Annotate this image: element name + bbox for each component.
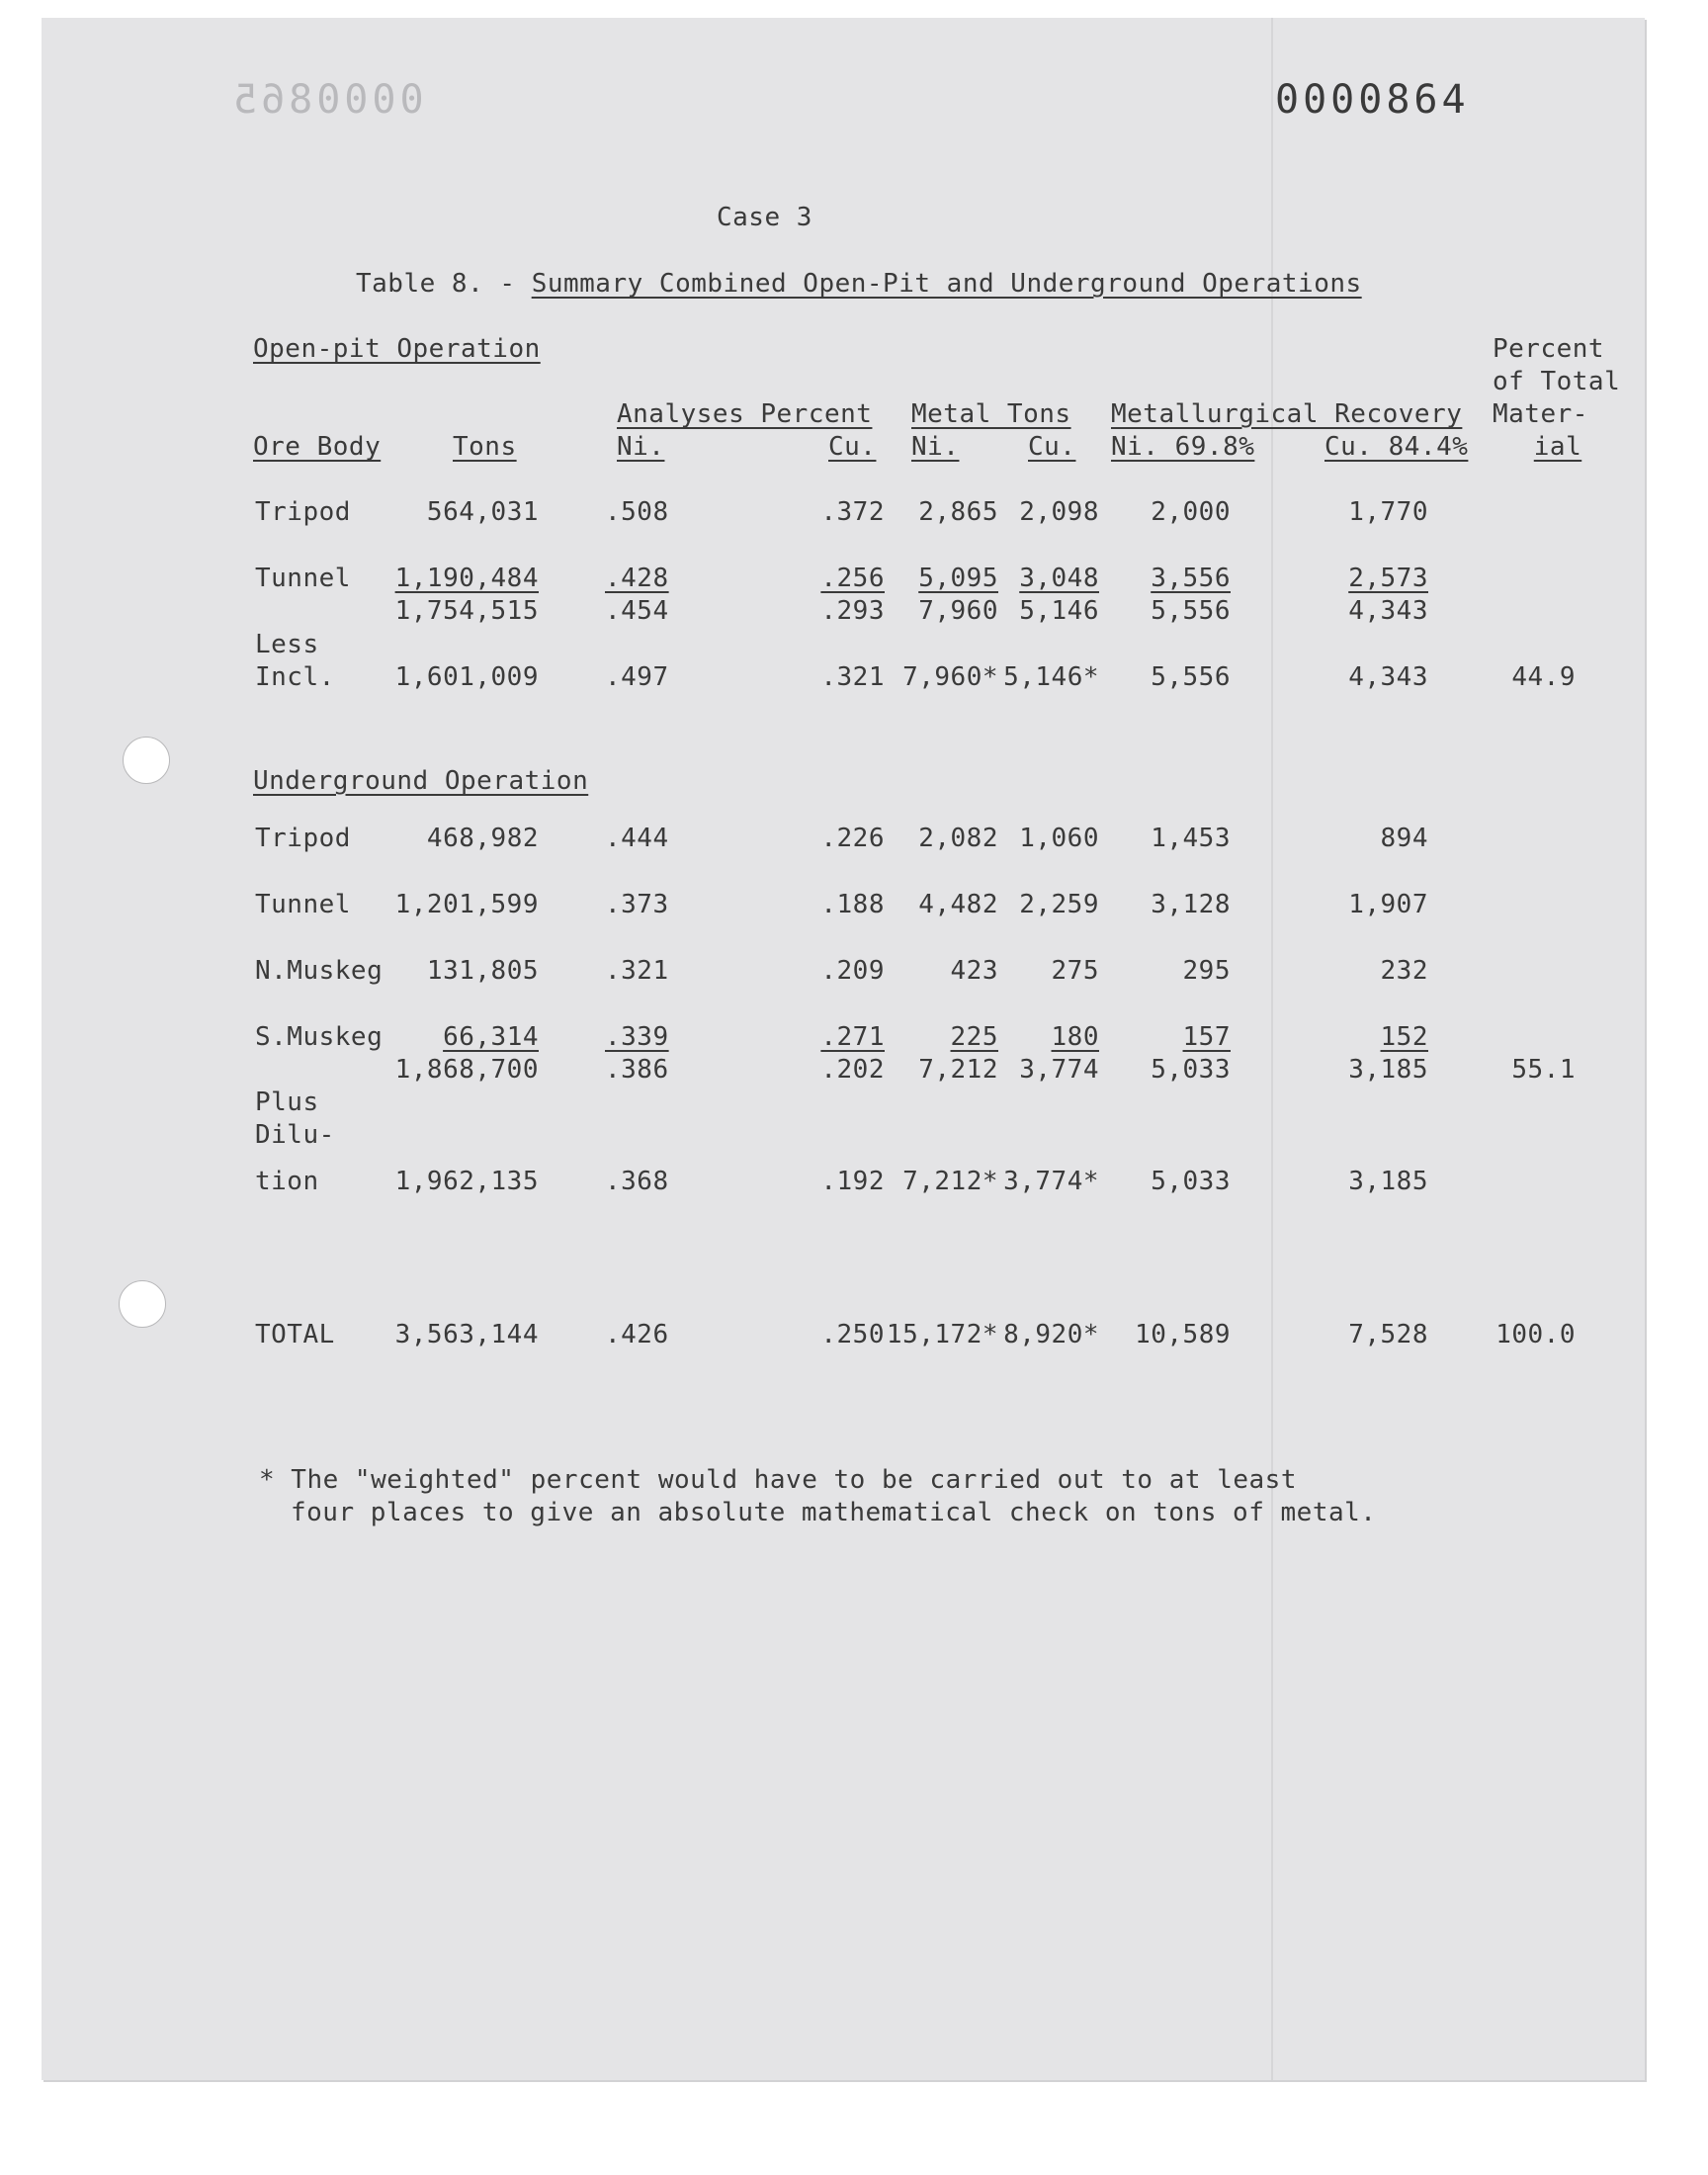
- cell-tons: 3,563,144: [394, 1320, 539, 1349]
- cell-ni: .508: [605, 497, 669, 527]
- cell-cu: .250: [820, 1320, 885, 1349]
- cell-tons: 66,314: [443, 1022, 539, 1052]
- ore-body-header: Ore Body: [253, 432, 382, 462]
- cell-cu: .321: [820, 662, 885, 692]
- cell-ni: .497: [605, 662, 669, 692]
- row-label: Incl.: [255, 662, 335, 692]
- analyses-ni-header: Ni.: [617, 432, 665, 462]
- row-label: tion: [255, 1167, 319, 1196]
- cell-rni: 1,453: [1151, 824, 1231, 853]
- punch-hole-lower: [119, 1280, 166, 1328]
- cell-rcu: 3,185: [1348, 1055, 1428, 1085]
- cell-mcu: 8,920*: [1003, 1320, 1099, 1349]
- cell-ni: .444: [605, 824, 669, 853]
- cell-tons: 1,754,515: [394, 596, 539, 626]
- percent-header-4: ial: [1533, 432, 1582, 462]
- metal-ni-header: Ni.: [911, 432, 960, 462]
- cell-mni: 7,960: [918, 596, 998, 626]
- cell-mni: 7,212*: [902, 1167, 998, 1196]
- table-title-text: Summary Combined Open-Pit and Underground Operations: [531, 269, 1362, 299]
- document-number: 0000864: [1275, 77, 1470, 123]
- cell-ni: .428: [605, 564, 669, 593]
- cell-rcu: 894: [1380, 824, 1428, 853]
- cell-cu: .271: [820, 1022, 885, 1052]
- cell-rni: 157: [1182, 1022, 1231, 1052]
- cell-mcu: 180: [1051, 1022, 1099, 1052]
- cell-rcu: 152: [1380, 1022, 1428, 1052]
- open-pit-heading: Open-pit Operation: [253, 334, 541, 364]
- cell-rcu: 1,907: [1348, 890, 1428, 919]
- cell-cu: .293: [820, 596, 885, 626]
- cell-mcu: 5,146: [1019, 596, 1099, 626]
- analyses-cu-header: Cu.: [828, 432, 877, 462]
- case-label: Case 3: [717, 203, 812, 232]
- cell-ni: .373: [605, 890, 669, 919]
- row-label: N.Muskeg: [255, 956, 384, 986]
- cell-rcu: 3,185: [1348, 1167, 1428, 1196]
- cell-rcu: 1,770: [1348, 497, 1428, 527]
- cell-tons: 1,201,599: [394, 890, 539, 919]
- row-label: Less: [255, 630, 319, 659]
- cell-mni: 15,172*: [886, 1320, 998, 1349]
- cell-rni: 5,556: [1151, 662, 1231, 692]
- cell-mcu: 3,048: [1019, 564, 1099, 593]
- row-label: TOTAL: [255, 1320, 335, 1349]
- cell-rni: 5,033: [1151, 1055, 1231, 1085]
- cell-ni: .426: [605, 1320, 669, 1349]
- cell-cu: .372: [820, 497, 885, 527]
- cell-rni: 2,000: [1151, 497, 1231, 527]
- cell-mni: 2,865: [918, 497, 998, 527]
- cell-rcu: 4,343: [1348, 596, 1428, 626]
- cell-mni: 7,212: [918, 1055, 998, 1085]
- cell-rni: 3,128: [1151, 890, 1231, 919]
- cell-mni: 225: [950, 1022, 998, 1052]
- cell-tons: 1,868,700: [394, 1055, 539, 1085]
- cell-cu: .256: [820, 564, 885, 593]
- table-prefix: Table 8. -: [356, 269, 532, 299]
- cell-rni: 5,556: [1151, 596, 1231, 626]
- table-title: [356, 269, 1362, 299]
- row-label: Tripod: [255, 497, 351, 527]
- cell-pct: 55.1: [1511, 1055, 1576, 1085]
- cell-tons: 131,805: [426, 956, 539, 986]
- metal-header: Metal Tons: [911, 399, 1071, 429]
- cell-cu: .209: [820, 956, 885, 986]
- row-label: S.Muskeg: [255, 1022, 384, 1052]
- row-label: Tunnel: [255, 564, 351, 593]
- footnote-line-2: four places to give an absolute mathematical check on tons of metal.: [291, 1498, 1377, 1527]
- cell-mcu: 5,146*: [1003, 662, 1099, 692]
- cell-tons: 468,982: [426, 824, 539, 853]
- recovery-header: Metallurgical Recovery: [1111, 399, 1463, 429]
- cell-ni: .339: [605, 1022, 669, 1052]
- cell-mni: 423: [950, 956, 998, 986]
- analyses-header: Analyses Percent: [617, 399, 873, 429]
- metal-cu-header: Cu.: [1028, 432, 1076, 462]
- cell-ni: .454: [605, 596, 669, 626]
- underground-heading: Underground Operation: [253, 766, 589, 796]
- cell-mcu: 1,060: [1019, 824, 1099, 853]
- cell-cu: .188: [820, 890, 885, 919]
- cell-tons: 564,031: [426, 497, 539, 527]
- cell-rcu: 4,343: [1348, 662, 1428, 692]
- cell-mni: 5,095: [918, 564, 998, 593]
- cell-rcu: 232: [1380, 956, 1428, 986]
- cell-rni: 5,033: [1151, 1167, 1231, 1196]
- cell-mni: 7,960*: [902, 662, 998, 692]
- cell-mcu: 2,259: [1019, 890, 1099, 919]
- cell-cu: .226: [820, 824, 885, 853]
- cell-mcu: 3,774*: [1003, 1167, 1099, 1196]
- cell-tons: 1,190,484: [394, 564, 539, 593]
- row-label: Dilu-: [255, 1120, 335, 1150]
- row-label: Tunnel: [255, 890, 351, 919]
- cell-mcu: 3,774: [1019, 1055, 1099, 1085]
- percent-header-2: of Total: [1493, 367, 1621, 396]
- row-label: Tripod: [255, 824, 351, 853]
- recovery-cu-header: Cu. 84.4%: [1324, 432, 1469, 462]
- cell-rcu: 2,573: [1348, 564, 1428, 593]
- punch-hole-upper: [123, 737, 170, 784]
- cell-mcu: 275: [1051, 956, 1099, 986]
- cell-ni: .386: [605, 1055, 669, 1085]
- cell-rni: 10,589: [1135, 1320, 1231, 1349]
- cell-mni: 4,482: [918, 890, 998, 919]
- cell-ni: .368: [605, 1167, 669, 1196]
- cell-cu: .192: [820, 1167, 885, 1196]
- tons-header: Tons: [453, 432, 517, 462]
- cell-mni: 2,082: [918, 824, 998, 853]
- cell-pct: 44.9: [1511, 662, 1576, 692]
- cell-pct: 100.0: [1495, 1320, 1576, 1349]
- bleed-through-number: 0000865: [229, 77, 424, 123]
- footnote-line-1: * The "weighted" percent would have to be carried out to at least: [259, 1465, 1297, 1495]
- cell-cu: .202: [820, 1055, 885, 1085]
- recovery-ni-header: Ni. 69.8%: [1111, 432, 1255, 462]
- cell-tons: 1,962,135: [394, 1167, 539, 1196]
- cell-ni: .321: [605, 956, 669, 986]
- cell-mcu: 2,098: [1019, 497, 1099, 527]
- row-label: Plus: [255, 1088, 319, 1117]
- cell-rni: 295: [1182, 956, 1231, 986]
- cell-rcu: 7,528: [1348, 1320, 1428, 1349]
- percent-header-1: Percent: [1493, 334, 1605, 364]
- cell-rni: 3,556: [1151, 564, 1231, 593]
- cell-tons: 1,601,009: [394, 662, 539, 692]
- percent-header-3: Mater-: [1493, 399, 1588, 429]
